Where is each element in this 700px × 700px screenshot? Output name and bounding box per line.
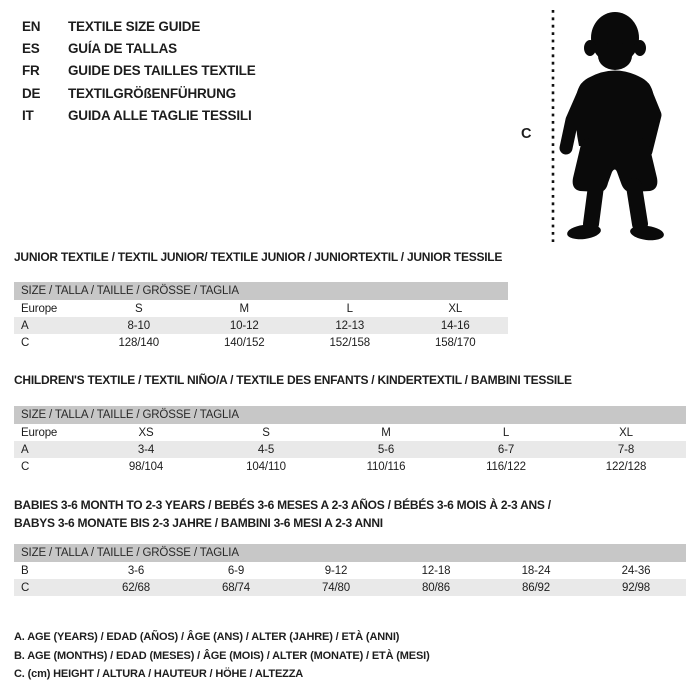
value-cell: 128/140 <box>118 336 160 349</box>
value-cell: 7-8 <box>566 441 686 458</box>
value-cell: 92/98 <box>586 579 686 596</box>
value-cell: 24-36 <box>621 564 651 577</box>
size-header-row <box>14 424 686 441</box>
size-header-cell: L <box>502 426 510 439</box>
children-size-table <box>14 406 686 475</box>
table-row-age <box>14 317 508 334</box>
language-code: FR <box>22 63 40 79</box>
table-row-age <box>14 441 686 458</box>
junior-size-table <box>14 282 508 351</box>
size-band-label: SIZE / TALLA / TAILLE / GRÖSSE / TAGLIA <box>14 544 686 562</box>
size-header-cell: XL <box>619 426 633 439</box>
language-code: EN <box>22 18 41 34</box>
value-cell: 74/80 <box>286 579 386 596</box>
region-header-cell: Europe <box>21 302 58 315</box>
babies-title-line2: BABYS 3-6 MONATE BIS 2-3 JAHRE / BAMBINI 3-6 MESI A 2-3 ANNI <box>14 516 383 530</box>
value-cell: 140/152 <box>223 336 265 349</box>
value-cell: 122/128 <box>605 460 647 473</box>
region-header-cell: Europe <box>21 426 58 439</box>
footnote-b: B. AGE (MONTHS) / EDAD (MESES) / ÂGE (MOIS) / ALTER (MONATE) / ETÀ (MESI) <box>14 649 430 662</box>
row-label-cell: B <box>21 564 29 577</box>
size-figure <box>512 2 680 247</box>
row-label-cell: C <box>21 336 30 349</box>
footnotes <box>14 628 430 684</box>
size-header-cell: XL <box>448 302 463 315</box>
babies-size-table <box>14 544 686 596</box>
value-cell: 98/104 <box>128 460 164 473</box>
value-cell: 4-5 <box>206 441 326 458</box>
table-row-height <box>14 579 686 596</box>
value-cell: 9-12 <box>324 564 348 577</box>
value-cell: 12-13 <box>297 317 403 334</box>
value-cell: 110/116 <box>366 460 406 473</box>
language-code: IT <box>22 108 34 124</box>
size-header-row <box>14 300 508 317</box>
value-cell: 86/92 <box>486 579 586 596</box>
language-label: TEXTILGRÖßENFÜHRUNG <box>68 85 236 101</box>
baby-silhouette-icon <box>512 2 680 247</box>
row-label-cell: A <box>14 441 86 458</box>
value-cell: 10-12 <box>192 317 298 334</box>
value-cell: 5-6 <box>326 441 446 458</box>
size-header-cell: S <box>134 302 143 315</box>
babies-title-line1: BABIES 3-6 MONTH TO 2-3 YEARS / BEBÉS 3-6 MESES A 2-3 AÑOS / BÉBÉS 3-6 MOIS À 2-3 ANS / <box>14 498 551 512</box>
language-label: GUÍA DE TALLAS <box>68 41 177 57</box>
height-label: C <box>521 126 532 142</box>
row-label-cell: C <box>21 460 30 473</box>
value-cell: 62/68 <box>86 579 186 596</box>
language-code: DE <box>22 85 41 101</box>
junior-table-title: JUNIOR TEXTILE / TEXTIL JUNIOR/ TEXTILE JUNIOR / JUNIORTEXTIL / JUNIOR TESSILE <box>14 250 503 264</box>
value-cell: 80/86 <box>386 579 486 596</box>
value-cell: 68/74 <box>186 579 286 596</box>
value-cell: 152/158 <box>329 336 371 349</box>
language-label: TEXTILE SIZE GUIDE <box>68 18 201 34</box>
size-header-cell: L <box>346 302 353 315</box>
size-header-cell: M <box>381 426 391 439</box>
size-band-row <box>14 282 508 300</box>
language-code: ES <box>22 41 40 57</box>
language-list <box>22 15 256 127</box>
footnote-c: C. (cm) HEIGHT / ALTURA / HAUTEUR / HÖHE / ALTEZZA <box>14 668 304 681</box>
language-row <box>22 60 256 82</box>
footnote-a: A. AGE (YEARS) / EDAD (AÑOS) / ÂGE (ANS) / ALTER (JAHRE) / ETÀ (ANNI) <box>14 631 400 643</box>
table-row-height <box>14 334 508 351</box>
table-row-height <box>14 458 686 475</box>
value-cell: 12-18 <box>421 564 451 577</box>
value-cell: 158/170 <box>434 336 476 349</box>
children-table-title: CHILDREN'S TEXTILE / TEXTIL NIÑO/A / TEXTILE DES ENFANTS / KINDERTEXTIL / BAMBINI TESSILE <box>14 373 572 387</box>
row-label-cell: A <box>14 317 86 334</box>
language-row <box>22 15 256 37</box>
table-row-age-months <box>14 562 686 579</box>
size-header-cell: XS <box>138 426 154 439</box>
value-cell: 6-7 <box>446 441 566 458</box>
language-row <box>22 105 256 127</box>
value-cell: 18-24 <box>521 564 551 577</box>
language-row <box>22 82 256 104</box>
size-header-cell: S <box>262 426 270 439</box>
value-cell: 6-9 <box>227 564 245 577</box>
row-label-cell: C <box>14 579 86 596</box>
size-band-label: SIZE / TALLA / TAILLE / GRÖSSE / TAGLIA <box>14 282 508 300</box>
size-band-row <box>14 544 686 562</box>
value-cell: 104/110 <box>246 460 286 473</box>
value-cell: 14-16 <box>403 317 509 334</box>
size-band-label: SIZE / TALLA / TAILLE / GRÖSSE / TAGLIA <box>14 406 686 424</box>
value-cell: 3-6 <box>127 564 145 577</box>
value-cell: 8-10 <box>86 317 192 334</box>
language-label: GUIDA ALLE TAGLIE TESSILI <box>68 108 252 124</box>
value-cell: 3-4 <box>86 441 206 458</box>
value-cell: 116/122 <box>486 460 526 473</box>
size-band-row <box>14 406 686 424</box>
language-label: GUIDE DES TAILLES TEXTILE <box>68 63 256 79</box>
babies-table-title <box>14 496 551 532</box>
size-header-cell: M <box>239 302 249 315</box>
language-row <box>22 37 256 59</box>
